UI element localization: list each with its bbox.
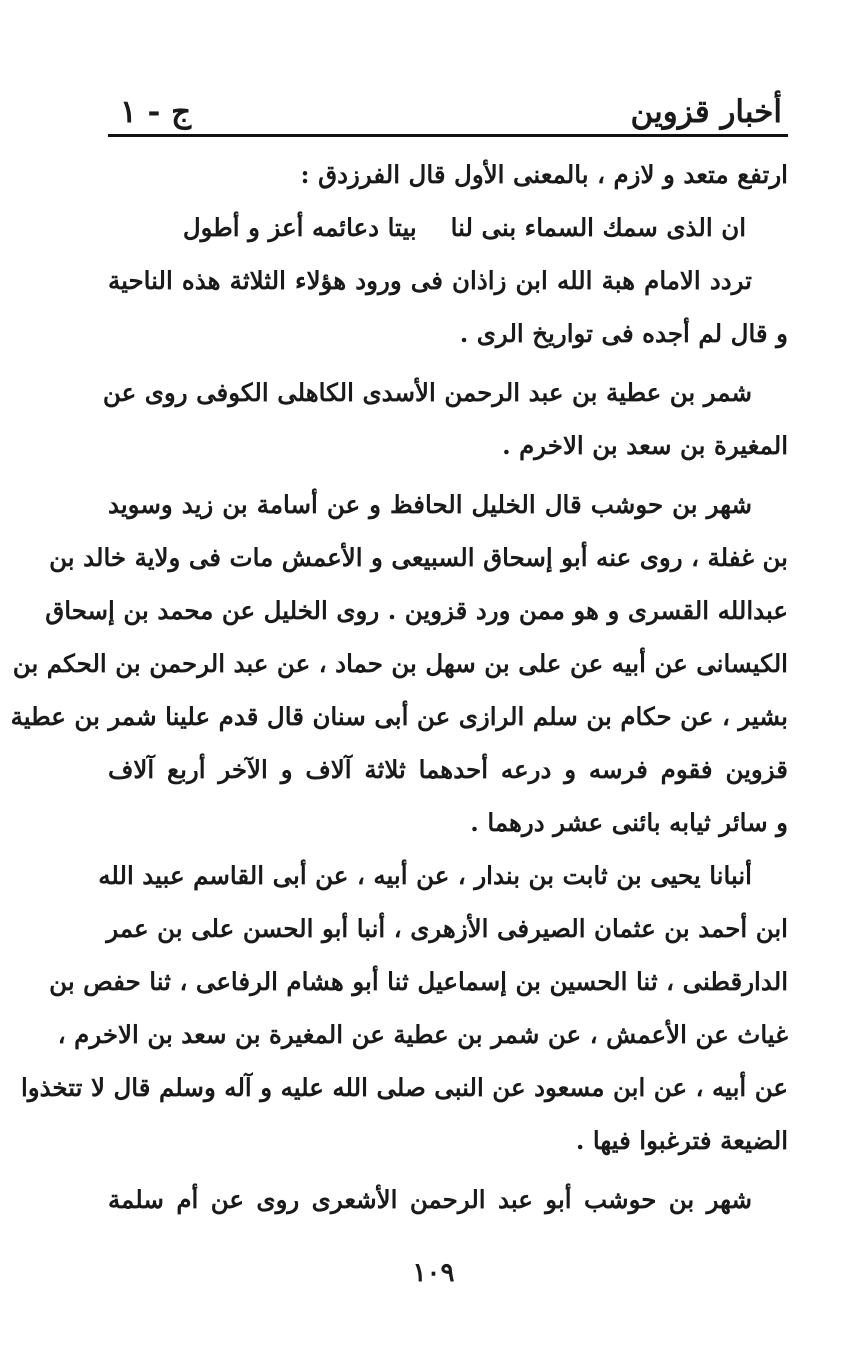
text-line: الكيسانى عن أبيه عن على بن سهل بن حماد ، عن عبد الرحمن بن الحكم بن <box>12 649 788 678</box>
volume-label: ج - ١ <box>120 94 192 130</box>
text-line: عن أبيه ، عن ابن مسعود عن النبى صلى الله عليه و آله وسلم قال لا تتخذوا <box>20 1073 788 1102</box>
header-divider <box>108 134 788 137</box>
text-line: ارتفع متعد و لازم ، بالمعنى الأول قال الفرزدق : <box>300 160 788 189</box>
text-line: و سائر ثيابه بائنى عشر درهما . <box>470 808 788 837</box>
verse-line <box>108 201 788 254</box>
entry-heading-line: شهر بن حوشب أبو عبد الرحمن الأشعرى روى عن أم سلمة <box>108 1185 752 1214</box>
book-title: أخبار قزوين <box>630 94 782 130</box>
text-line: بن غفلة ، روى عنه أبو إسحاق السبيعى و الأعمش مات فى ولاية خالد بن <box>49 543 788 572</box>
entry-heading-line: شهر بن حوشب قال الخليل الحافظ و عن أسامة بن زيد وسويد <box>108 490 752 519</box>
text-line: غياث عن الأعمش ، عن شمر بن عطية عن المغيرة بن سعد بن الاخرم ، <box>57 1020 788 1049</box>
text-line: الدارقطنى ، ثنا الحسين بن إسماعيل ثنا أبو هشام الرفاعى ، ثنا حفص بن <box>49 967 788 996</box>
text-line: بشير ، عن حكام بن سلم الرازى عن أبى سنان قال قدم علينا شمر بن عطية <box>10 702 788 731</box>
text-line: الضيعة فترغبوا فيها . <box>575 1126 788 1155</box>
body-text <box>10 148 788 1226</box>
verse-second-hemistich: بيتا دعائمه أعز و أطول <box>182 213 417 242</box>
page-number: ١٠٩ <box>412 1258 455 1288</box>
text-line: المغيرة بن سعد بن الاخرم . <box>502 431 788 460</box>
text-line: قزوين فقوم فرسه و درعه أحدهما ثلاثة آلاف و الآخر أربع آلاف <box>108 755 788 784</box>
text-line: تردد الامام هبة الله ابن زاذان فى ورود هؤلاء الثلاثة هذه الناحية <box>108 266 752 295</box>
text-line: و قال لم أجده فى تواريخ الرى . <box>459 319 788 348</box>
text-line: عبدالله القسرى و هو ممن ورد قزوين . روى الخليل عن محمد بن إسحاق <box>45 596 788 625</box>
running-header <box>108 92 788 132</box>
text-line: ابن أحمد بن عثمان الصيرفى الأزهرى ، أنبا أبو الحسن على بن عمر <box>106 914 788 943</box>
text-line: أنبانا يحيى بن ثابت بن بندار ، عن أبيه ، عن أبى القاسم عبيد الله <box>98 861 752 890</box>
entry-heading-line: شمر بن عطية بن عبد الرحمن الأسدى الكاهلى الكوفى روى عن <box>102 378 752 407</box>
verse-first-hemistich: ان الذى سمك السماء بنى لنا <box>450 213 746 242</box>
